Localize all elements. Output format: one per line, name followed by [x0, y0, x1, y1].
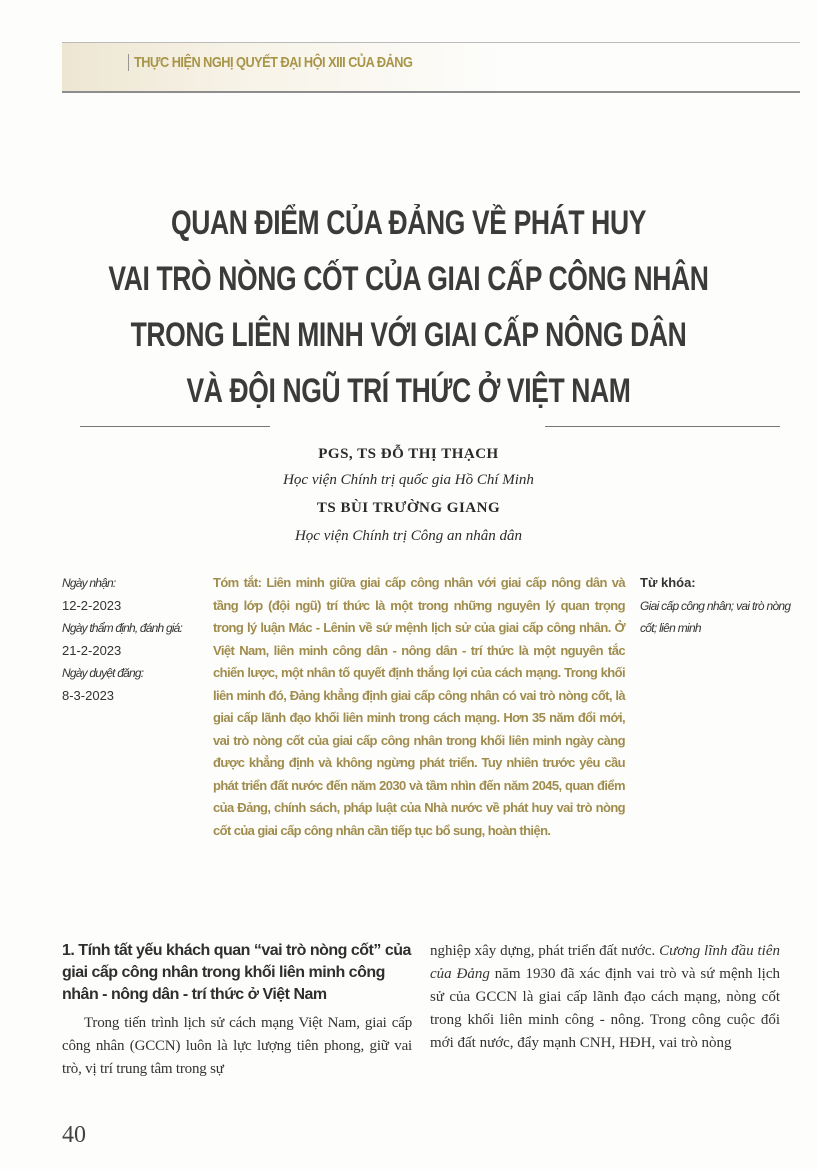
author-name: PGS, TS ĐỖ THỊ THẠCH: [318, 446, 499, 462]
body-text-italic: Cương lĩnh đầu tiên của Đảng: [430, 943, 780, 982]
reviewed-label: Ngày thẩm định, đánh giá:: [62, 621, 183, 635]
body-text: năm 1930 đã xác định vai trò và sứ mệnh lịch sử của GCCN là giai cấp lãnh đạo cách mạng, nòng cốt trong khối liên minh công - nông. Trong công cuộc đổi mới đất nước, đẩy mạnh CNH, HĐH, vai trò nòng: [430, 966, 780, 1051]
author-affiliation: Học viện Chính trị quốc gia Hồ Chí Minh: [283, 472, 534, 488]
body-text-right: [430, 940, 780, 1055]
received-label: Ngày nhận:: [62, 576, 116, 590]
author-name: TS BÙI TRƯỜNG GIANG: [316, 500, 501, 516]
title-divider-left: [80, 426, 270, 427]
keywords-label: Từ khóa:: [640, 575, 696, 590]
title-line: QUAN ĐIỂM CỦA ĐẢNG VỀ PHÁT HUY: [170, 204, 647, 242]
page-number: 40: [62, 1122, 86, 1148]
abstract: Tóm tắt: Liên minh giữa giai cấp công nhân với giai cấp nông dân và tầng lớp (đội ngũ) trí thức là một trong những nguyên lý quan trọng trong lý luận Mác - Lênin về sứ mệnh lịch sử của giai cấp công nhân. Ở Việt Nam, liên minh công dân - nông dân - trí thức là một nguyên tắc chiến lược, một nhân tố quyết định thắng lợi của cách mạng. Trong khối liên minh đó, Đảng khẳng định giai cấp công nhân có vai trò nòng cốt, là giai cấp lãnh đạo khối liên minh trong cách mạng. Hơn 35 năm đổi mới, vai trò nòng cốt của giai cấp công nhân trong khối liên minh ngày càng được khẳng định và không ngừng phát triển. Tuy nhiên trước yêu cầu phát triển đất nước đến năm 2030 và tầm nhìn đến năm 2045, quan điểm của Đảng, chính sách, pháp luật của Nhà nước về phát huy vai trò nòng cốt của giai cấp công nhân cần tiếp tục bổ sung, hoàn thiện.: [213, 575, 625, 838]
approved-date: 8-3-2023: [62, 687, 115, 703]
article-title: [0, 195, 817, 419]
keywords: [640, 572, 800, 640]
title-line: VAI TRÒ NÒNG CỐT CỦA GIAI CẤP CÔNG NHÂN: [108, 260, 709, 298]
section-header-label: THỰC HIỆN NGHỊ QUYẾT ĐẠI HỘI XIII CỦA ĐẢNG: [128, 54, 412, 71]
reviewed-date: 21-2-2023: [62, 642, 122, 658]
title-line: TRONG LIÊN MINH VỚI GIAI CẤP NÔNG DÂN: [130, 316, 687, 354]
keywords-text: Giai cấp công nhân; vai trò nòng cốt; liên minh: [640, 598, 791, 635]
title-line: VÀ ĐỘI NGŨ TRÍ THỨC Ở VIỆT NAM: [186, 372, 631, 410]
received-date: 12-2-2023: [62, 597, 122, 613]
section-heading: 1. Tính tất yếu khách quan “vai trò nòng cốt” của giai cấp công nhân trong khối liên minh công nhân - nông dân - trí thức ở Việt Nam: [62, 942, 411, 1003]
left-column: [62, 940, 412, 1081]
article-dates: [62, 572, 212, 707]
body-text: nghiệp xây dựng, phát triển đất nước.: [430, 943, 660, 959]
approved-label: Ngày duyệt đăng:: [62, 666, 144, 680]
title-divider-right: [545, 426, 780, 427]
body-text-left: Trong tiến trình lịch sử cách mạng Việt Nam, giai cấp công nhân (GCCN) luôn là lực lượng tiên phong, giữ vai trò, vị trí trung tâm trong sự: [62, 1015, 412, 1077]
author-affiliation: Học viện Chính trị Công an nhân dân: [294, 528, 523, 544]
